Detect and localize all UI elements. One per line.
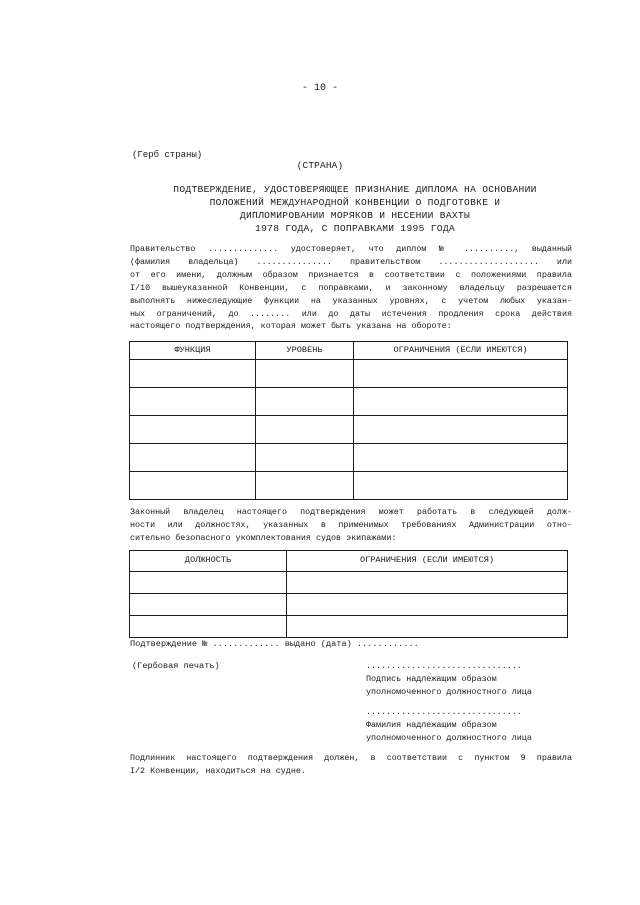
table-cell — [256, 472, 354, 500]
table-cell — [287, 594, 568, 616]
table-row — [130, 388, 568, 416]
positions-intro-line: ности или должностях, указанных в применимых требованиях Администрации отно- — [130, 519, 572, 530]
table-cell — [130, 444, 256, 472]
column-header-function: ФУНКЦИЯ — [130, 342, 256, 360]
intro-line: выполнять нижеследующие функции на указанных уровнях, с учетом любых указан- — [130, 295, 572, 306]
table-cell — [354, 444, 568, 472]
table-cell — [130, 388, 256, 416]
table-row — [130, 616, 568, 638]
table-row — [130, 594, 568, 616]
table-cell — [130, 472, 256, 500]
table-cell — [256, 444, 354, 472]
table-cell — [354, 472, 568, 500]
table-row — [130, 360, 568, 388]
coat-of-arms-label: (Герб страны) — [132, 150, 203, 160]
table-cell — [130, 616, 287, 638]
column-header-limitations: ОГРАНИЧЕНИЯ (ЕСЛИ ИМЕЮТСЯ) — [354, 342, 568, 360]
table-row — [130, 572, 568, 594]
title-line: ПОЛОЖЕНИЙ МЕЖДУНАРОДНОЙ КОНВЕНЦИИ О ПОДГОТОВКЕ И — [209, 197, 501, 208]
country-label: (СТРАНА) — [296, 160, 344, 171]
column-header-position: ДОЛЖНОСТЬ — [130, 551, 287, 572]
intro-line: (фамилия владельца) ............... правительством .................... или — [130, 256, 572, 267]
intro-line: ных ограничений, до ........ или до даты истечения продления срока действия — [130, 308, 572, 319]
official-seal-label: (Гербовая печать) — [132, 661, 220, 671]
column-header-limitations: ОГРАНИЧЕНИЯ (ЕСЛИ ИМЕЮТСЯ) — [287, 551, 568, 572]
signature-caption-line: Подпись надлежащим образом — [366, 674, 497, 684]
table-cell — [354, 388, 568, 416]
table-cell — [130, 594, 287, 616]
positions-intro-paragraph — [130, 506, 572, 545]
table-cell — [130, 416, 256, 444]
functions-table — [129, 341, 568, 500]
intro-line: Правительство .............. удостоверяет, что диплом № .........., выданный — [130, 244, 572, 254]
positions-intro-line: сительно безопасного укомплектования судов экипажами: — [130, 532, 397, 543]
footer-line: Подлинник настоящего подтверждения должен, в соответствии с пунктом 9 правила — [130, 753, 572, 763]
table-header-row — [130, 342, 568, 360]
endorsement-issued-line: Подтверждение № ............. выдано (дата) ............ — [130, 639, 419, 649]
signature-caption-line: уполномоченного должностного лица — [366, 687, 532, 697]
name-block — [366, 706, 532, 745]
title-line: ПОДТВЕРЖДЕНИЕ, УДОСТОВЕРЯЮЩЕЕ ПРИЗНАНИЕ ДИПЛОМА НА ОСНОВАНИИ — [173, 184, 537, 195]
column-header-level: УРОВЕНЬ — [256, 342, 354, 360]
signature-block — [366, 660, 532, 699]
name-caption-line: уполномоченного должностного лица — [366, 733, 532, 743]
table-cell — [287, 616, 568, 638]
name-dots: ............................... — [366, 707, 522, 717]
positions-table — [129, 550, 568, 638]
page-number: - 10 - — [301, 83, 338, 94]
signature-dots: ............................... — [366, 661, 522, 671]
document-title — [130, 183, 580, 235]
table-row — [130, 444, 568, 472]
table-cell — [256, 416, 354, 444]
name-caption-line: Фамилия надлежащим образом — [366, 720, 497, 730]
table-cell — [256, 360, 354, 388]
footer-line: I/2 Конвенции, находиться на судне. — [130, 766, 306, 776]
table-header-row — [130, 551, 568, 572]
intro-paragraph — [130, 243, 572, 333]
table-row — [130, 416, 568, 444]
table-cell — [130, 572, 287, 594]
footer-note — [130, 752, 572, 778]
table-cell — [256, 388, 354, 416]
intro-line: настоящего подтверждения, которая может быть указана на обороте: — [130, 321, 452, 332]
table-cell — [287, 572, 568, 594]
title-line: 1978 ГОДА, С ПОПРАВКАМИ 1995 ГОДА — [255, 223, 455, 234]
table-cell — [354, 360, 568, 388]
table-cell — [354, 416, 568, 444]
table-row — [130, 472, 568, 500]
title-line: ДИПЛОМИРОВАНИИ МОРЯКОВ И НЕСЕНИИ ВАХТЫ — [239, 210, 471, 221]
table-cell — [130, 360, 256, 388]
positions-intro-line: Законный владелец настоящего подтверждения может работать в следующей долж- — [130, 507, 572, 517]
intro-line: I/10 вышеуказанной Конвенции, с поправками, и законному владельцу разрешается — [130, 282, 572, 293]
intro-line: от его имени, должным образом признается в соответствии с положениями правила — [130, 269, 572, 280]
